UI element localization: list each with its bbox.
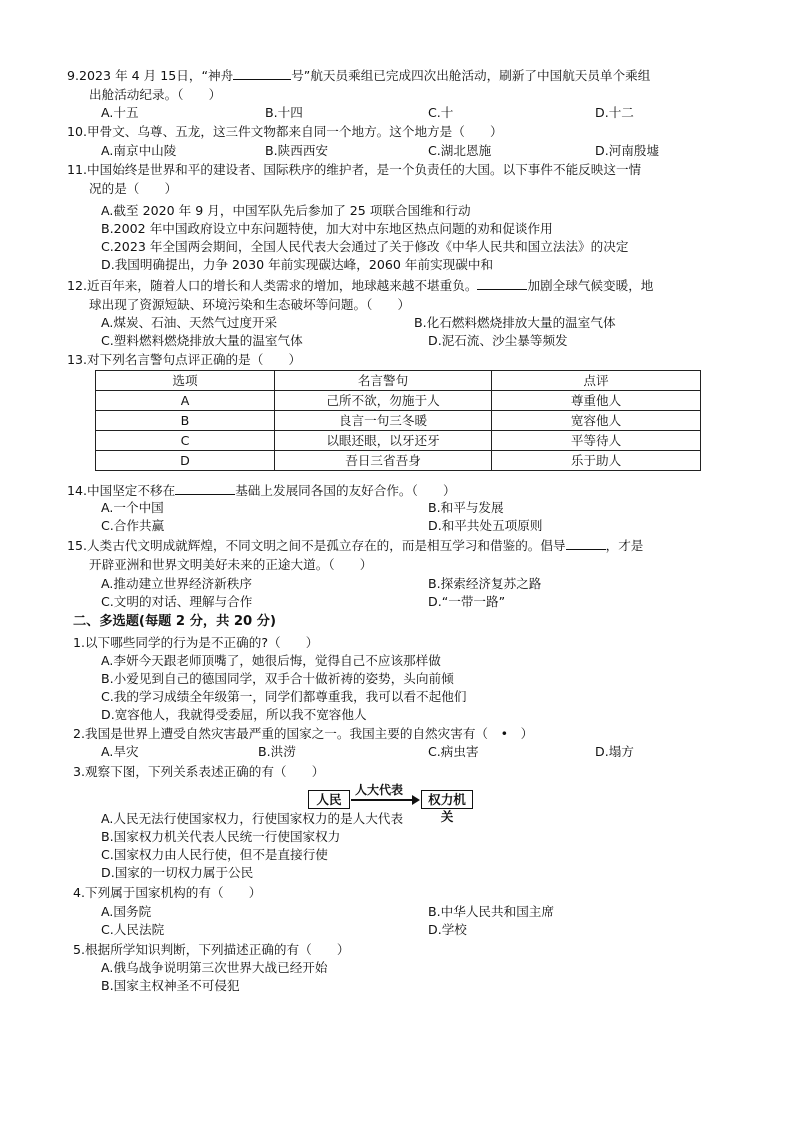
table-cell: D xyxy=(96,451,275,471)
m5-stem: 5.根据所学知识判断，下列描述正确的有（ ） xyxy=(73,942,350,957)
table-row xyxy=(96,391,701,411)
section-title: 二、多选题(每题 2 分，共 20 分) xyxy=(73,614,277,629)
table-cell: 己所不欲，勿施于人 xyxy=(275,391,492,411)
m1-option-d: D.宽容他人，我就得受委屈，所以我不宽容他人 xyxy=(101,707,367,722)
table-cell: 以眼还眼，以牙还牙 xyxy=(275,431,492,451)
m2-option-c: C.病虫害 xyxy=(428,744,479,759)
table-header-cell: 点评 xyxy=(492,371,701,391)
q11-option-a: A.截至 2020 年 9 月，中国军队先后参加了 25 项联合国维和行动 xyxy=(101,203,471,218)
q11-option-c: C.2023 年全国两会期间，全国人民代表大会通过了关于修改《中华人民共和国立法法》的决定 xyxy=(101,239,629,254)
m2-option-a: A.旱灾 xyxy=(101,744,139,759)
q10-option-b: B.陕西西安 xyxy=(265,143,329,158)
q11-option-b: B.2002 年中国政府设立中东问题特使，加大对中东地区热点问题的劝和促谈作用 xyxy=(101,221,553,236)
q10-option-c: C.湖北恩施 xyxy=(428,143,492,158)
m1-stem: 1.以下哪些同学的行为是不正确的?（ ） xyxy=(73,635,319,650)
q15-stem-line1 xyxy=(67,537,643,555)
q9-option-b: B.十四 xyxy=(265,105,303,120)
q9-answer-blank xyxy=(233,67,291,80)
q15-option-b: B.探索经济复苏之路 xyxy=(428,576,542,591)
m3-option-d: D.国家的一切权力属于公民 xyxy=(101,865,254,880)
q14-option-b: B.和平与发展 xyxy=(428,500,504,515)
q12-option-d: D.泥石流、沙尘暴等频发 xyxy=(428,333,568,348)
m5-option-b: B.国家主权神圣不可侵犯 xyxy=(101,978,240,993)
table-row xyxy=(96,451,701,471)
m4-option-c: C.人民法院 xyxy=(101,922,165,937)
q10-option-a: A.南京中山陵 xyxy=(101,143,177,158)
arrow-label: 人大代表 xyxy=(355,783,404,797)
arrow-line xyxy=(351,799,414,801)
m3-stem: 3.观察下图，下列关系表述正确的有（ ） xyxy=(73,764,325,779)
q15-option-d: D.“一带一路” xyxy=(428,594,506,609)
table-header-cell: 选项 xyxy=(96,371,275,391)
q11-stem-line2: 况的是（ ） xyxy=(89,181,178,196)
q13-stem: 13.对下列名言警句点评正确的是（ ） xyxy=(67,352,302,367)
m2-option-d: D.塌方 xyxy=(595,744,634,759)
m2-stem: 2.我国是世界上遭受自然灾害最严重的国家之一。我国主要的自然灾害有（ • ） xyxy=(73,726,534,741)
table-cell: C xyxy=(96,431,275,451)
table-header-row xyxy=(96,371,701,391)
people-box: 人民 xyxy=(308,790,350,809)
q9-stem-line1 xyxy=(67,67,650,85)
m4-option-a: A.国务院 xyxy=(101,904,152,919)
q14-option-d: D.和平共处五项原则 xyxy=(428,518,543,533)
q12-option-b: B.化石燃料燃烧排放大量的温室气体 xyxy=(414,315,616,330)
q12-stem-a: 12.近百年来，随着人口的增长和人类需求的增加，地球越来越不堪重负。 xyxy=(67,278,478,293)
q9-stem-line2: 出舱活动纪录。（ ） xyxy=(89,87,222,102)
q14-option-c: C.合作共赢 xyxy=(101,518,165,533)
q10-option-d: D.河南殷墟 xyxy=(595,143,660,158)
table-cell: A xyxy=(96,391,275,411)
m4-stem: 4.下列属于国家机构的有（ ） xyxy=(73,885,262,900)
q11-option-d: D.我国明确提出，力争 2030 年前实现碳达峰，2060 年前实现碳中和 xyxy=(101,257,494,272)
q15-stem-b: ，才是 xyxy=(605,538,644,553)
q14-answer-blank xyxy=(175,482,235,495)
power-organ-box: 权力机关 xyxy=(421,790,473,809)
q15-option-c: C.文明的对话、理解与合作 xyxy=(101,594,253,609)
m1-option-b: B.小爱见到自己的德国同学，双手合十做祈祷的姿势，头向前倾 xyxy=(101,671,454,686)
m3-option-b: B.国家权力机关代表人民统一行使国家权力 xyxy=(101,829,341,844)
m1-option-c: C.我的学习成绩全年级第一，同学们都尊重我，我可以看不起他们 xyxy=(101,689,467,704)
m3-option-a: A.人民无法行使国家权力，行使国家权力的是人大代表 xyxy=(101,811,404,826)
arrow-head-icon xyxy=(412,795,420,805)
q15-stem-a: 15.人类古代文明成就辉煌，不同文明之间不是孤立存在的，而是相互学习和借鉴的。倡导 xyxy=(67,538,566,553)
q14-option-a: A.一个中国 xyxy=(101,500,164,515)
q12-option-a: A.煤炭、石油、天然气过度开采 xyxy=(101,315,278,330)
q14-stem-a: 14.中国坚定不移在 xyxy=(67,483,176,498)
q10-stem: 10.甲骨文、乌尊、五龙，这三件文物都来自同一个地方。这个地方是（ ） xyxy=(67,124,503,139)
m2-option-b: B.洪涝 xyxy=(258,744,296,759)
q12-option-c: C.塑料燃料燃烧排放大量的温室气体 xyxy=(101,333,303,348)
q9-option-d: D.十二 xyxy=(595,105,634,120)
q12-stem-b: 加剧全球气候变暖，地 xyxy=(527,278,654,293)
table-row xyxy=(96,411,701,431)
q12-answer-blank xyxy=(477,277,527,290)
m3-option-c: C.国家权力由人民行使，但不是直接行使 xyxy=(101,847,328,862)
q15-stem-line2: 开辟亚洲和世界文明美好未来的正途大道。（ ） xyxy=(89,557,373,572)
people-power-diagram xyxy=(308,783,473,824)
q12-stem-line2: 球出现了资源短缺、环境污染和生态破坏等问题。（ ） xyxy=(89,297,411,312)
table-row xyxy=(96,431,701,451)
table-cell: B xyxy=(96,411,275,431)
q14-stem-b: 基础上发展同各国的友好合作。（ ） xyxy=(235,483,456,498)
table-cell: 良言一句三冬暖 xyxy=(275,411,492,431)
m1-option-a: A.李妍今天跟老师顶嘴了，她很后悔，觉得自己不应该那样做 xyxy=(101,653,441,668)
m4-option-b: B.中华人民共和国主席 xyxy=(428,904,554,919)
table-cell: 宽容他人 xyxy=(492,411,701,431)
m5-option-a: A.俄乌战争说明第三次世界大战已经开始 xyxy=(101,960,328,975)
q9-stem-b: 号”航天员乘组已完成四次出舱活动，刷新了中国航天员单个乘组 xyxy=(291,68,651,83)
table-cell: 平等待人 xyxy=(492,431,701,451)
q9-option-c: C.十 xyxy=(428,105,454,120)
q13-table xyxy=(95,370,701,471)
table-cell: 尊重他人 xyxy=(492,391,701,411)
m4-option-d: D.学校 xyxy=(428,922,467,937)
q9-stem-a: 9.2023 年 4 月 15日，“神舟 xyxy=(67,68,234,83)
q15-option-a: A.推动建立世界经济新秩序 xyxy=(101,576,252,591)
q9-option-a: A.十五 xyxy=(101,105,139,120)
q12-stem-line1 xyxy=(67,277,653,295)
q11-stem-line1: 11.中国始终是世界和平的建设者、国际秩序的维护者，是一个负责任的大国。以下事件不能反映这一情 xyxy=(67,162,642,177)
q15-answer-blank xyxy=(566,537,606,550)
q14-stem xyxy=(67,482,456,500)
table-cell: 吾日三省吾身 xyxy=(275,451,492,471)
table-header-cell: 名言警句 xyxy=(275,371,492,391)
table-cell: 乐于助人 xyxy=(492,451,701,471)
